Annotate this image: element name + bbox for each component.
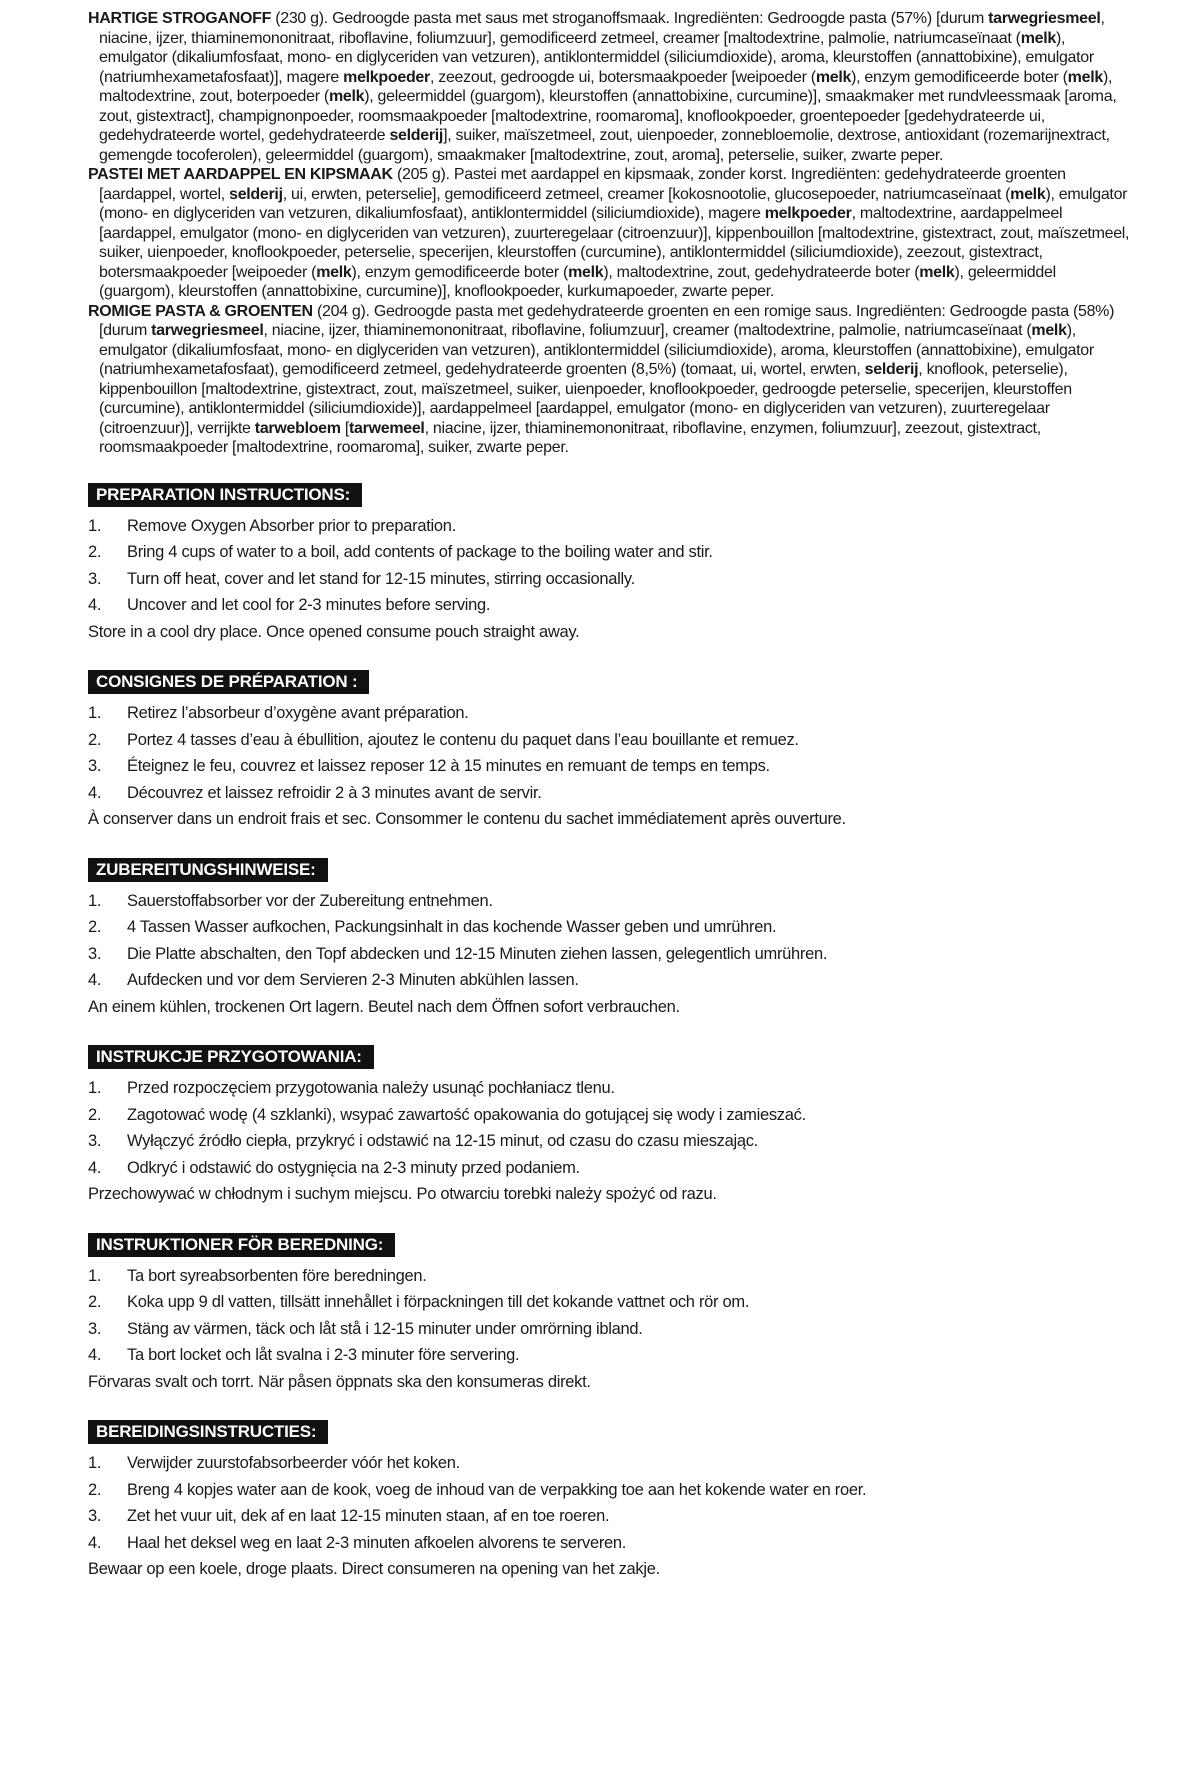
section-header: BEREIDINGSINSTRUCTIES: [88,1420,328,1444]
instruction-section [88,1045,1132,1208]
instruction-step [88,1075,1132,1102]
step-text: Ta bort locket och låt svalna i 2-3 minuter före servering. [127,1346,520,1364]
instruction-step [88,941,1132,968]
step-text: Zagotować wodę (4 szklanki), wsypać zawartość opakowania do gotującej się wody i zamieszać. [127,1105,806,1124]
instruction-section [88,670,1132,833]
step-number: 2. [88,918,102,936]
step-number: 3. [88,1507,102,1525]
allergen-bold: melk [1067,68,1103,86]
step-number: 2. [88,543,102,561]
instruction-step [88,1450,1132,1477]
instruction-step [88,753,1132,780]
step-text: Wyłączyć źródło ciepła, przykryć i odstawić na 12-15 minut, od czasu do czasu mieszając. [127,1132,758,1150]
instruction-step [88,727,1132,754]
product-ingredients-text: (230 g). Gedroogde pasta met saus met stroganoffsmaak. Ingrediënten: Gedroogde pasta (57%) [durum tarwegriesmeel, niacine, ijzer, thiaminemononitraat, riboflavine, foliumzuur], gemodificeerd zetmeel, creamer [maltodextrine, palmolie, natriumcaseïnaat (melk), emulgator (dikaliumfosfaat, mono- en diglyceriden van vetzuren), antiklontermiddel (siliciumdioxide), aroma, kleurstoffen (annattobixine), emulgator (natriumhexametafosfaat)], magere melkpoeder, zeezout, gedroogde ui, botersmaakpoeder [weipoeder (melk), enzym gemodificeerde boter (melk), maltodextrine, zout, boterpoeder (melk), geleermiddel (guargom), kleurstoffen (annattobixine, curcumine)], smaakmaker met rundvleessmaak [aroma, zout, gistextract], champignonpoeder, roomsmaakpoeder [maltodextrine, roomaroma], knoflookpoeder, groentepoeder [gedehydrateerde ui, gedehydrateerde wortel, gedehydrateerde selderij], suiker, maïszetmeel, zout, uienpoeder, zonnebloemolie, dextrose, antioxidant (rozemarijnextract, gemengde tocoferolen), geleermiddel (guargom), smaakmaker [maltodextrine, zout, aroma], peterselie, suiker, zwarte peper. [99,10,1117,164]
step-number: 1. [88,1079,102,1097]
allergen-bold: melk [815,68,852,86]
instruction-step [88,1263,1132,1290]
storage-note: An einem kühlen, trockenen Ort lagern. Beutel nach dem Öffnen sofort verbrauchen. [88,997,680,1016]
step-number: 2. [88,1293,102,1311]
instruction-step [88,1530,1132,1557]
step-number: 4. [88,596,102,614]
storage-note: Bewaar op een koele, droge plaats. Direct consumeren na opening van het zakje. [88,1560,660,1578]
step-number: 1. [88,516,102,535]
product-ingredients-paragraph [88,9,1132,165]
step-number: 1. [88,891,102,910]
step-number: 3. [88,757,102,775]
step-text: Bring 4 cups of water to a boil, add contents of package to the boiling water and stir. [127,543,713,561]
instruction-step [88,967,1132,994]
product-ingredients-paragraph [88,302,1132,458]
step-text: Découvrez et laissez refroidir 2 à 3 minutes avant de servir. [127,783,542,802]
ingredients-section [88,9,1132,458]
instruction-step [88,1289,1132,1316]
allergen-bold: melkpoeder [343,68,430,86]
instruction-step [88,592,1132,619]
step-number: 3. [88,569,102,588]
product-name: HARTIGE STROGANOFF [88,10,272,27]
product-ingredients-text: (204 g). Gedroogde pasta met gedehydrateerde groenten en een romige saus. Ingrediënten: Gedroogde pasta (58%) [durum tarwegriesmeel, niacine, ijzer, thiaminemononitraat, riboflavine, foliumzuur], creamer (maltodextrine, palmolie, natriumcaseïnaat (melk), emulgator (dikaliumfosfaat, mono- en diglyceriden van vetzuren), antiklontermiddel (siliciumdioxide), aroma, kleurstoffen (annattobixine), emulgator (natriumhexametafosfaat), gemodificeerd zetmeel, gedehydrateerde groenten (8,5%) (tomaat, ui, wortel, erwten, selderij, knoflook, peterselie), kippenbouillon [maltodextrine, gistextract, zout, maïszetmeel, suiker, uienpoeder, knoflookpoeder, gedroogde peterselie, specerijen, kleurstoffen (curcumine), antiklontermiddel (siliciumdioxide)], aardappelmeel [aardappel, emulgator (mono- en diglyceriden van vetzuren), zuurteregelaar (citroenzuur)], verrijkte tarwebloem [tarwemeel, niacine, ijzer, thiaminemononitraat, riboflavine, enzymen, foliumzuur], zeezout, gistextract, roomsmaakpoeder [maltodextrine, roomaroma], suiker, zwarte peper. [99,302,1115,456]
step-text: Aufdecken und vor dem Servieren 2-3 Minuten abkühlen lassen. [127,971,579,989]
step-text: Stäng av värmen, täck och låt stå i 12-15 minuter under omrörning ibland. [127,1319,643,1338]
step-number: 3. [88,1319,102,1338]
storage-note: Przechowywać w chłodnym i suchym miejscu. Po otwarciu torebki należy spożyć od razu. [88,1185,717,1203]
instruction-step [88,914,1132,941]
storage-note: À conserver dans un endroit frais et sec. Consommer le contenu du sachet immédiatement après ouverture. [88,810,846,828]
step-number: 3. [88,944,102,963]
storage-note: Store in a cool dry place. Once opened consume pouch straight away. [88,622,580,641]
step-text: Przed rozpoczęciem przygotowania należy usunąć pochłaniacz tlenu. [127,1079,615,1097]
step-number: 1. [88,1266,102,1285]
step-number: 4. [88,1533,102,1552]
step-text: Retirez l’absorbeur d’oxygène avant préparation. [127,704,469,722]
allergen-bold: tarwegriesmeel [151,322,264,339]
instruction-step [88,513,1132,540]
instruction-step [88,1316,1132,1343]
allergen-bold: selderij [864,361,919,378]
instruction-section [88,483,1132,646]
allergen-bold: tarwebloem [254,419,341,437]
allergen-bold: melk [919,263,955,281]
allergen-bold: tarwemeel [349,419,425,437]
step-text: Die Platte abschalten, den Topf abdecken und 12-15 Minuten ziehen lassen, gelegentlich umrühren. [127,944,828,963]
step-text: Éteignez le feu, couvrez et laissez reposer 12 à 15 minutes en remuant de temps en temps. [127,757,770,775]
step-number: 1. [88,1454,102,1472]
step-text: Verwijder zuurstofabsorbeerder vóór het koken. [127,1454,460,1472]
step-text: Uncover and let cool for 2-3 minutes before serving. [127,596,491,614]
step-number: 2. [88,730,102,749]
section-header: ZUBEREITUNGSHINWEISE: [88,858,328,882]
instruction-step [88,1102,1132,1129]
instruction-section [88,858,1132,1021]
instruction-step [88,888,1132,915]
step-text: Sauerstoffabsorber vor der Zubereitung entnehmen. [127,891,493,910]
allergen-bold: melk [1031,322,1067,339]
allergen-bold: tarwegriesmeel [988,10,1101,27]
step-number: 4. [88,1158,102,1177]
step-number: 4. [88,783,102,802]
step-number: 2. [88,1105,102,1124]
step-number: 4. [88,1346,102,1364]
section-header: CONSIGNES DE PRÉPARATION : [88,670,369,694]
allergen-bold: melk [328,88,365,105]
allergen-bold: selderij [389,127,444,144]
instruction-step [88,700,1132,727]
instruction-step [88,1503,1132,1530]
instruction-step [88,1128,1132,1155]
step-text: Zet het vuur uit, dek af en laat 12-15 minuten staan, af en toe roeren. [127,1507,610,1525]
section-header: INSTRUKTIONER FÖR BEREDNING: [88,1233,395,1257]
allergen-bold: melk [1020,29,1056,47]
instruction-section [88,1420,1132,1583]
step-text: Ta bort syreabsorbenten före beredningen. [127,1266,427,1285]
instruction-step [88,780,1132,807]
instruction-section [88,1233,1132,1396]
allergen-bold: melkpoeder [764,205,852,222]
step-text: Remove Oxygen Absorber prior to preparation. [127,516,456,535]
instruction-step [88,1477,1132,1504]
step-number: 2. [88,1480,102,1499]
step-text: Portez 4 tasses d’eau à ébullition, ajoutez le contenu du paquet dans l’eau bouillante et remuez. [127,730,799,749]
step-text: Haal het deksel weg en laat 2-3 minuten afkoelen alvorens te serveren. [127,1533,627,1552]
step-text: Odkryć i odstawić do ostygnięcia na 2-3 minuty przed podaniem. [127,1158,580,1177]
instruction-step [88,1342,1132,1369]
step-text: 4 Tassen Wasser aufkochen, Packungsinhalt in das kochende Wasser geben und umrühren. [127,918,777,936]
allergen-bold: selderij [229,185,283,203]
instruction-step [88,566,1132,593]
allergen-bold: melk [1010,185,1046,203]
step-number: 3. [88,1132,102,1150]
allergen-bold: melk [316,263,352,281]
step-number: 1. [88,704,102,722]
step-text: Koka upp 9 dl vatten, tillsätt innehållet i förpackningen till det kokande vattnet och rör om. [127,1293,750,1311]
instruction-sections [88,483,1132,1583]
product-name: ROMIGE PASTA & GROENTEN [88,302,313,320]
step-text: Turn off heat, cover and let stand for 12-15 minutes, stirring occasionally. [127,569,635,588]
product-name: PASTEI MET AARDAPPEL EN KIPSMAAK [88,166,393,183]
step-text: Breng 4 kopjes water aan de kook, voeg de inhoud van de verpakking toe aan het kokende water en roer. [127,1480,867,1499]
instruction-step [88,1155,1132,1182]
section-header: PREPARATION INSTRUCTIONS: [88,483,362,507]
storage-note: Förvaras svalt och torrt. När påsen öppnats ska den konsumeras direkt. [88,1372,591,1391]
product-ingredients-paragraph [88,165,1132,302]
step-number: 4. [88,971,102,989]
product-ingredients-text: (205 g). Pastei met aardappel en kipsmaak, zonder korst. Ingrediënten: gedehydrateerde groenten [aardappel, wortel, selderij, ui, erwten, peterselie], gemodificeerd zetmeel, creamer [kokosnootolie, glucosepoeder, natriumcaseïnaat (melk), emulgator (mono- en diglyceriden van vetzuren, dikaliumfosfaat), antiklontermiddel (siliciumdioxide), magere melkpoeder, maltodextrine, aardappelmeel [aardappel, emulgator (mono- en diglyceriden van vetzuren), zuurteregelaar (citroenzuur)], kippenbouillon [maltodextrine, gistextract, zout, maïszetmeel, suiker, uienpoeder, knoflookpoeder, peterselie, specerijen, kleurstoffen (curcumine), antiklontermiddel (siliciumdioxide), zeezout, gistextract, botersmaakpoeder [weipoeder (melk), enzym gemodificeerde boter (melk), maltodextrine, zout, gedehydrateerde boter (melk), geleermiddel (guargom), kleurstoffen (annattobixine, curcumine)], knoflookpoeder, kurkumapoeder, zwarte peper. [99,166,1130,300]
section-header: INSTRUKCJE PRZYGOTOWANIA: [88,1045,374,1069]
instruction-step [88,539,1132,566]
allergen-bold: melk [568,263,604,281]
